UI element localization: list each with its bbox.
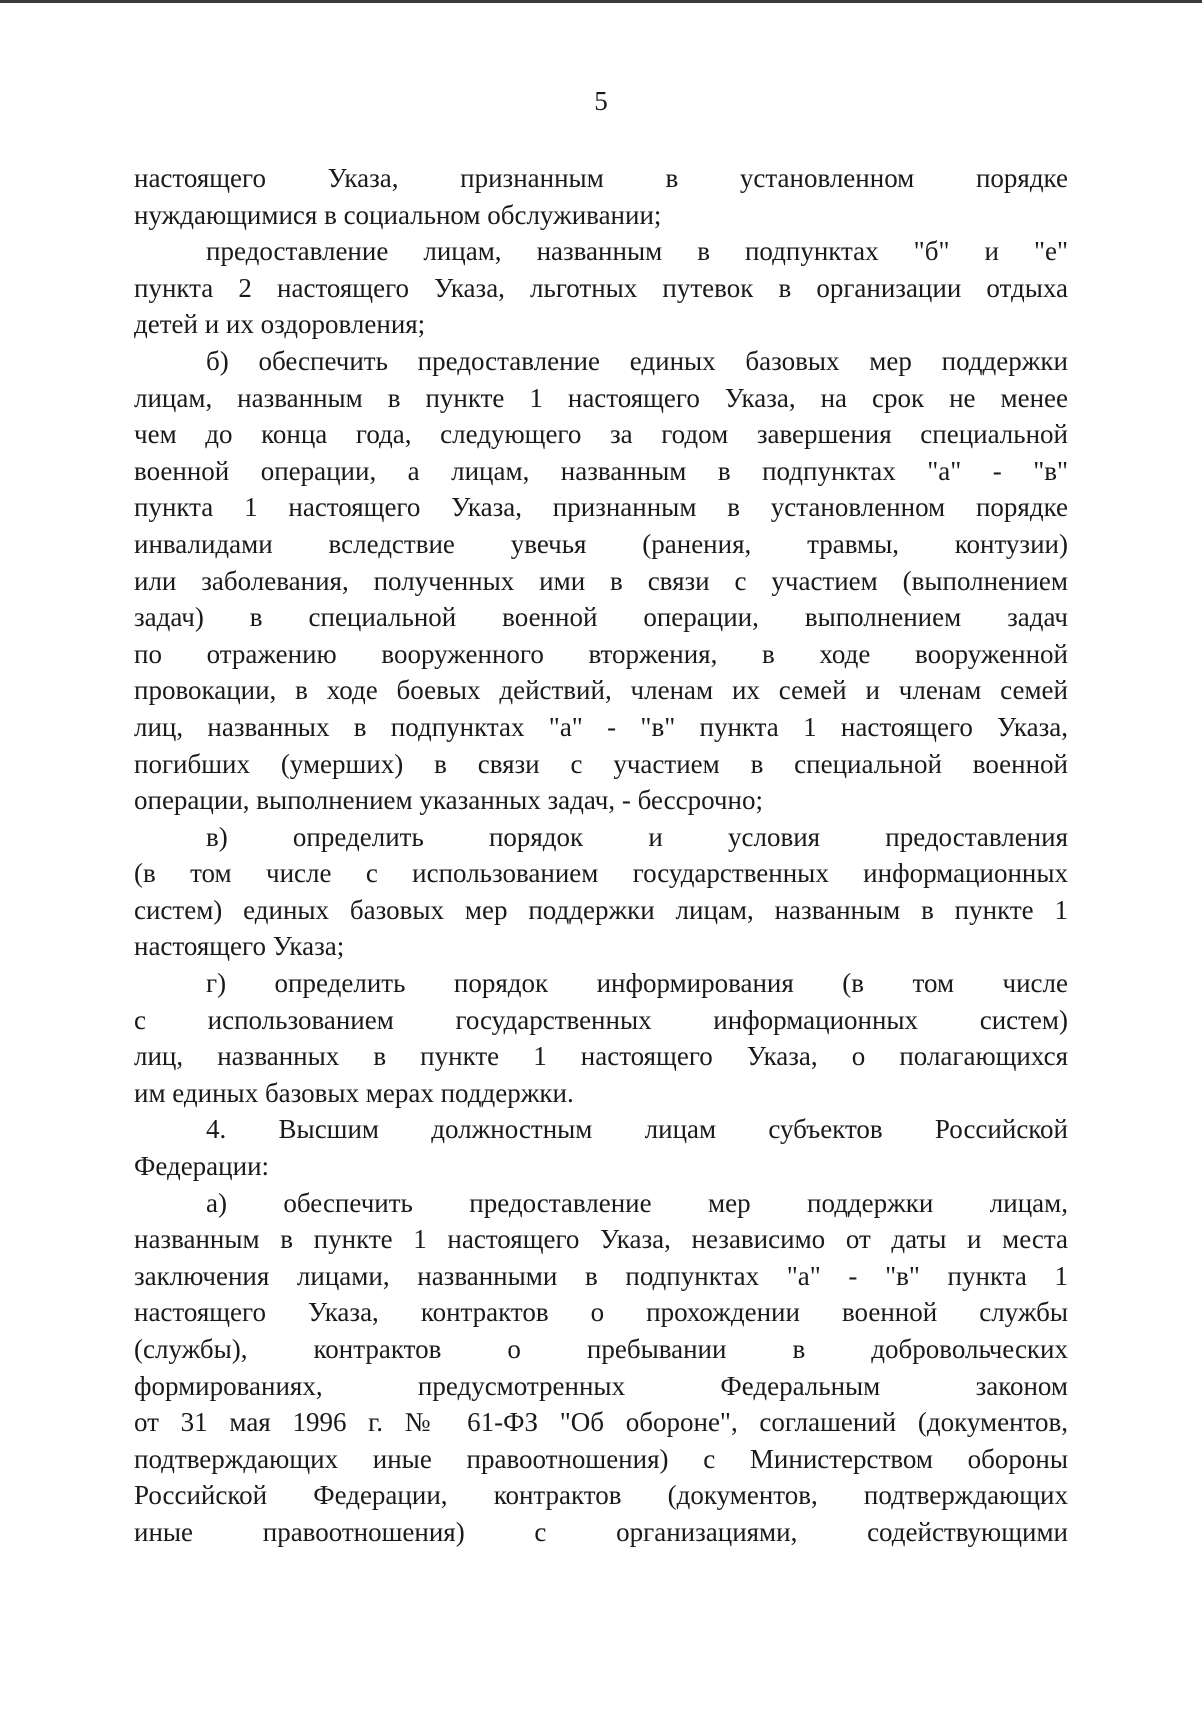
decree-body-text (134, 160, 1068, 1551)
text-line: Федерации: (134, 1151, 270, 1182)
text-line: или заболевания, полученных ими в связи с участием (выполнением (134, 565, 1068, 596)
text-line: военной операции, а лицам, названным в подпунктах "а" - "в" (134, 455, 1068, 486)
text-line: детей и их оздоровления; (134, 309, 426, 340)
text-line: лиц, названных в пункте 1 настоящего Указа, о полагающихся (134, 1041, 1068, 1072)
text-line: погибших (умерших) в связи с участием в специальной военной (134, 748, 1068, 779)
page-number: 5 (594, 86, 608, 116)
text-line: по отражению вооруженного вторжения, в ходе вооруженной (134, 638, 1068, 669)
text-line: с использованием государственных информационных систем) (134, 1004, 1068, 1035)
text-line: от 31 мая 1996 г. № 61-ФЗ "Об обороне", соглашений (документов, (134, 1407, 1068, 1438)
text-line: б) обеспечить предоставление единых базовых мер поддержки (206, 345, 1068, 376)
text-line: заключения лицами, названными в подпунктах "а" - "в" пункта 1 (134, 1260, 1068, 1291)
text-line: иные правоотношения) с организациями, содействующими (134, 1516, 1068, 1547)
text-line: предоставление лицам, названным в подпунктах "б" и "е" (206, 236, 1068, 267)
text-line: (службы), контрактов о пребывании в добровольческих (134, 1334, 1068, 1364)
text-line: систем) единых базовых мер поддержки лицам, названным в пункте 1 (134, 894, 1068, 925)
text-line: настоящего Указа; (134, 931, 345, 962)
text-line: пункта 2 настоящего Указа, льготных путевок в организации отдыха (134, 272, 1068, 303)
text-line: инвалидами вследствие увечья (ранения, травмы, контузии) (134, 528, 1068, 559)
text-line: им единых базовых мерах поддержки. (134, 1077, 574, 1108)
text-line: настоящего Указа, признанным в установленном порядке (134, 163, 1068, 193)
text-line: лиц, названных в подпунктах "а" - "в" пункта 1 настоящего Указа, (134, 711, 1068, 742)
text-line: операции, выполнением указанных задач, - бессрочно; (134, 785, 763, 816)
text-line: лицам, названным в пункте 1 настоящего Указа, на срок не менее (134, 382, 1068, 413)
text-line: подтверждающих иные правоотношения) с Министерством обороны (134, 1443, 1068, 1474)
text-line: названным в пункте 1 настоящего Указа, независимо от даты и места (134, 1224, 1068, 1255)
text-line: нуждающимися в социальном обслуживании; (134, 199, 662, 230)
text-line: г) определить порядок информирования (в том числе (206, 968, 1068, 999)
text-line: 4. Высшим должностным лицам субъектов Российской (206, 1114, 1068, 1145)
text-line: задач) в специальной военной операции, выполнением задач (134, 602, 1068, 633)
top-border-line (0, 0, 1202, 3)
text-line: в) определить порядок и условия предоставления (206, 821, 1068, 852)
text-line: Российской Федерации, контрактов (документов, подтверждающих (134, 1480, 1068, 1511)
text-line: чем до конца года, следующего за годом завершения специальной (134, 419, 1068, 450)
text-line: формированиях, предусмотренных Федеральным законом (134, 1370, 1068, 1401)
text-line: настоящего Указа, контрактов о прохождении военной службы (134, 1297, 1068, 1328)
text-line: пункта 1 настоящего Указа, признанным в установленном порядке (134, 492, 1068, 523)
text-line: а) обеспечить предоставление мер поддержки лицам, (206, 1187, 1068, 1218)
text-line: (в том числе с использованием государственных информационных (134, 858, 1068, 889)
text-line: провокации, в ходе боевых действий, членам их семей и членам семей (134, 675, 1068, 706)
